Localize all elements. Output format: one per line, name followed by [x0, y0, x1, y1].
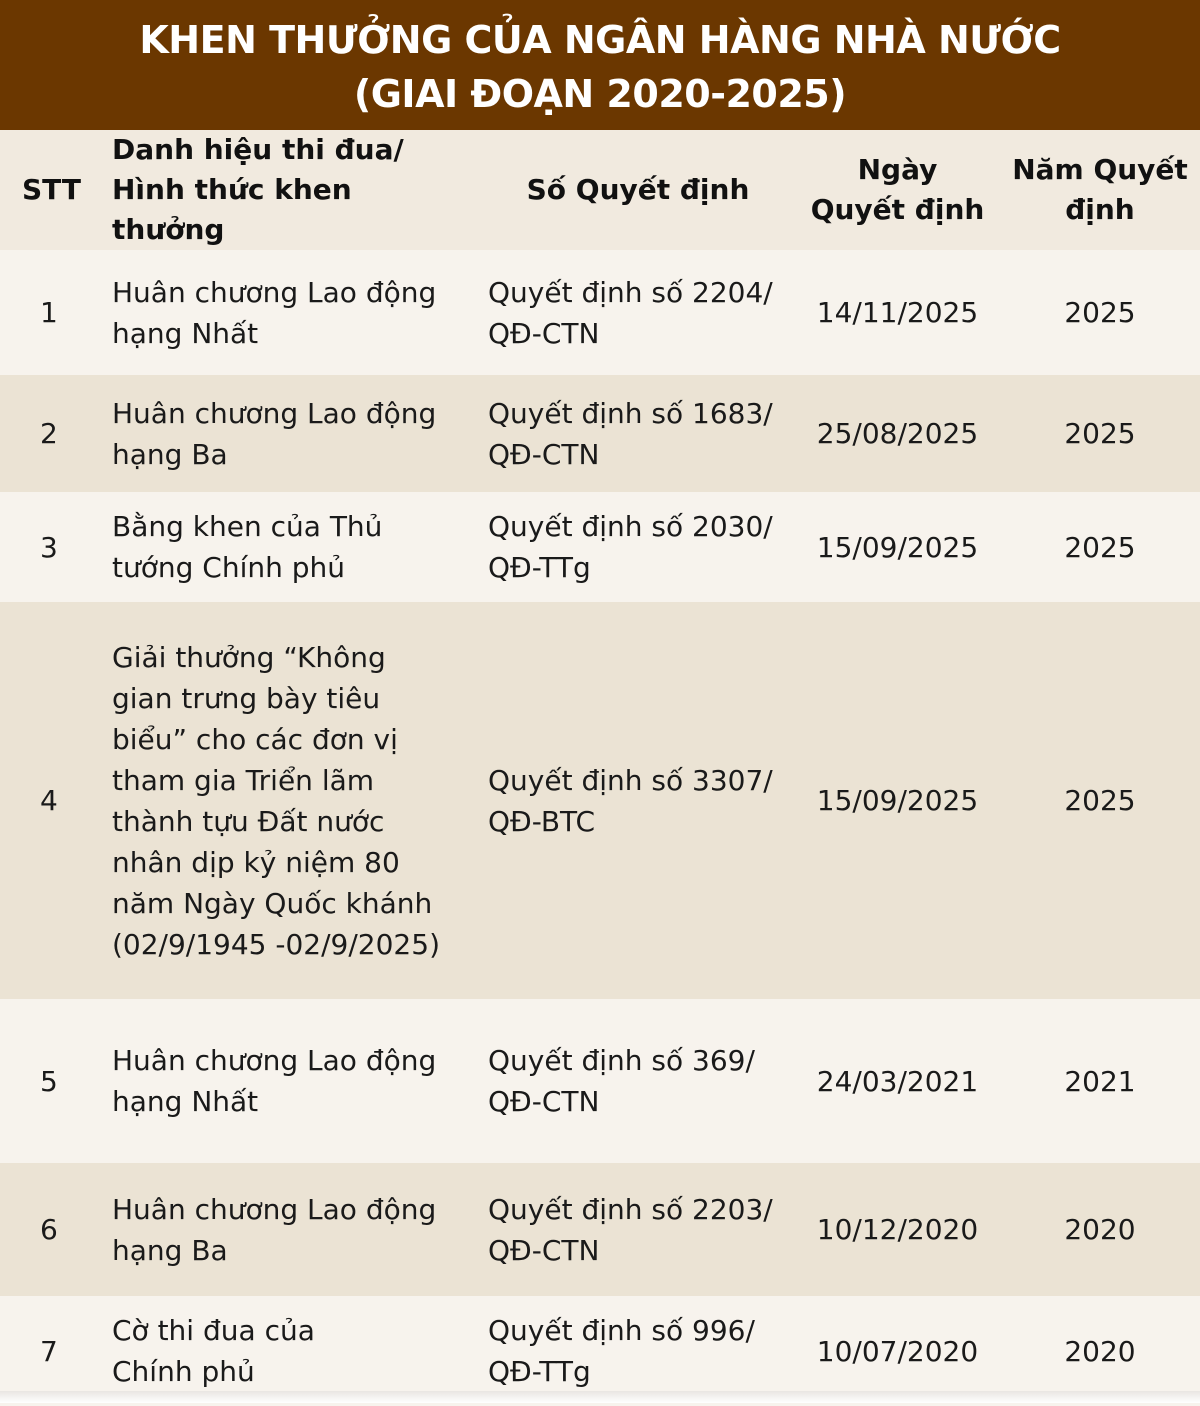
cell-award-title	[100, 1296, 475, 1406]
stt-value: 4	[40, 784, 58, 817]
decision-year-value: 2021	[1064, 1064, 1136, 1098]
award-title-line: Giải thưởng “Không	[112, 640, 386, 674]
table-row	[0, 250, 1200, 375]
decision-number-line: Quyết định số 996/	[488, 1314, 755, 1347]
decision-year-value: 2020	[1064, 1213, 1136, 1246]
decision-date-value: 15/09/2025	[816, 784, 979, 817]
award-title-line: Chính phủ	[112, 1355, 255, 1388]
page-title: KHEN THƯỞNG CỦA NGÂN HÀNG NHÀ NƯỚC	[139, 18, 1061, 62]
cell-decision-number	[475, 1163, 795, 1296]
award-title-line: hạng Ba	[112, 1233, 228, 1267]
table-body	[0, 250, 1200, 1406]
bottom-shadow	[0, 1391, 1200, 1403]
decision-number-line: Quyết định số 2204/	[488, 275, 773, 309]
column-header-number	[475, 130, 795, 250]
cell-award-title	[100, 375, 475, 492]
award-title-line: năm Ngày Quốc khánh	[112, 886, 433, 920]
decision-number-line: Quyết định số 2203/	[488, 1192, 773, 1226]
award-title-line: Huân chương Lao động	[112, 275, 437, 309]
cell-decision-year	[1000, 602, 1200, 999]
decision-number-line: QĐ-CTN	[488, 1085, 600, 1118]
decision-date-value: 14/11/2025	[816, 296, 979, 329]
award-title-line: Huân chương Lao động	[112, 396, 437, 430]
title-band	[0, 0, 1200, 130]
decision-number-line: Quyết định số 1683/	[488, 396, 773, 430]
cell-decision-year	[1000, 250, 1200, 375]
cell-stt	[0, 250, 100, 375]
cell-decision-year	[1000, 1163, 1200, 1296]
decision-year-value: 2025	[1064, 296, 1136, 329]
award-title-line: Cờ thi đua của	[112, 1314, 315, 1347]
stt-value: 7	[40, 1334, 58, 1368]
decision-number-line: Quyết định số 2030/	[488, 510, 773, 543]
column-header-title	[100, 130, 475, 250]
cell-decision-date	[795, 1296, 1000, 1406]
cell-award-title	[100, 999, 475, 1163]
decision-date-value: 10/12/2020	[816, 1213, 979, 1246]
table-row	[0, 602, 1200, 999]
decision-number-line: QĐ-CTN	[488, 1233, 600, 1267]
cell-decision-number	[475, 999, 795, 1163]
cell-stt	[0, 1163, 100, 1296]
cell-decision-year	[1000, 492, 1200, 602]
award-title-line: thành tựu Đất nước	[112, 804, 385, 838]
award-title-line: tham gia Triển lãm	[112, 763, 375, 797]
cell-decision-date	[795, 375, 1000, 492]
decision-number-line: QĐ-CTN	[488, 437, 600, 471]
cell-decision-number	[475, 1296, 795, 1406]
cell-decision-date	[795, 602, 1000, 999]
column-header-year-line: định	[1065, 193, 1135, 226]
stt-value: 1	[40, 296, 58, 329]
decision-year-value: 2025	[1064, 530, 1136, 564]
decision-number-line: QĐ-TTg	[488, 1355, 591, 1388]
decision-year-value: 2020	[1064, 1334, 1136, 1368]
stt-value: 6	[40, 1213, 58, 1246]
table-row	[0, 492, 1200, 602]
decision-year-value: 2025	[1064, 784, 1136, 817]
column-header-date-line: Ngày	[857, 153, 938, 186]
decision-number-line: QĐ-TTg	[488, 551, 591, 584]
decision-year-value: 2025	[1064, 417, 1136, 450]
column-header-title-line: Hình thức khen thưởng	[112, 173, 352, 246]
award-title-line: Bằng khen của Thủ	[112, 510, 383, 543]
award-title-line: hạng Nhất	[112, 316, 259, 350]
table-row	[0, 1163, 1200, 1296]
column-header-date-line: Quyết định	[810, 193, 985, 226]
award-title-line: biểu” cho các đơn vị	[112, 722, 398, 756]
award-title-line: hạng Nhất	[112, 1085, 259, 1118]
cell-decision-date	[795, 492, 1000, 602]
decision-date-value: 25/08/2025	[816, 417, 979, 450]
decision-date-value: 10/07/2020	[816, 1334, 979, 1368]
cell-decision-year	[1000, 375, 1200, 492]
table-row	[0, 999, 1200, 1163]
stt-value: 5	[40, 1064, 58, 1098]
cell-decision-number	[475, 250, 795, 375]
cell-award-title	[100, 492, 475, 602]
page-subtitle: (GIAI ĐOẠN 2020-2025)	[353, 72, 847, 116]
award-title-line: hạng Ba	[112, 437, 228, 471]
cell-decision-number	[475, 492, 795, 602]
cell-decision-year	[1000, 1296, 1200, 1406]
column-header-year-line: Năm Quyết	[1012, 153, 1188, 186]
table-row	[0, 1296, 1200, 1406]
decision-date-value: 15/09/2025	[816, 530, 979, 564]
cell-decision-date	[795, 1163, 1000, 1296]
column-header-title-line: Danh hiệu thi đua/	[112, 133, 404, 166]
stt-value: 3	[40, 530, 58, 564]
cell-stt	[0, 999, 100, 1163]
cell-stt	[0, 602, 100, 999]
cell-stt	[0, 492, 100, 602]
award-title-line: Huân chương Lao động	[112, 1192, 437, 1226]
table-row	[0, 375, 1200, 492]
decision-number-line: Quyết định số 369/	[488, 1044, 755, 1077]
decision-number-line: Quyết định số 3307/	[488, 763, 773, 797]
stt-value: 2	[40, 417, 58, 450]
cell-decision-date	[795, 250, 1000, 375]
cell-decision-date	[795, 999, 1000, 1163]
award-title-line: nhân dịp kỷ niệm 80	[112, 845, 400, 879]
cell-stt	[0, 1296, 100, 1406]
cell-award-title	[100, 1163, 475, 1296]
cell-award-title	[100, 250, 475, 375]
cell-decision-year	[1000, 999, 1200, 1163]
cell-award-title	[100, 602, 475, 999]
award-title-line: Huân chương Lao động	[112, 1044, 437, 1077]
column-header-year	[1000, 130, 1200, 250]
cell-decision-number	[475, 602, 795, 999]
decision-number-line: QĐ-BTC	[488, 804, 596, 838]
column-header-date	[795, 130, 1000, 250]
awards-table	[0, 130, 1200, 1406]
column-header-number-label: Số Quyết định	[526, 173, 750, 206]
cell-decision-number	[475, 375, 795, 492]
award-title-line: (02/9/1945 -02/9/2025)	[112, 927, 440, 961]
table-header-row	[0, 130, 1200, 250]
award-title-line: gian trưng bày tiêu	[112, 681, 381, 715]
column-header-stt	[0, 130, 100, 250]
award-title-line: tướng Chính phủ	[112, 551, 346, 584]
decision-number-line: QĐ-CTN	[488, 316, 600, 350]
column-header-stt-label: STT	[22, 173, 82, 206]
decision-date-value: 24/03/2021	[816, 1064, 979, 1098]
cell-stt	[0, 375, 100, 492]
